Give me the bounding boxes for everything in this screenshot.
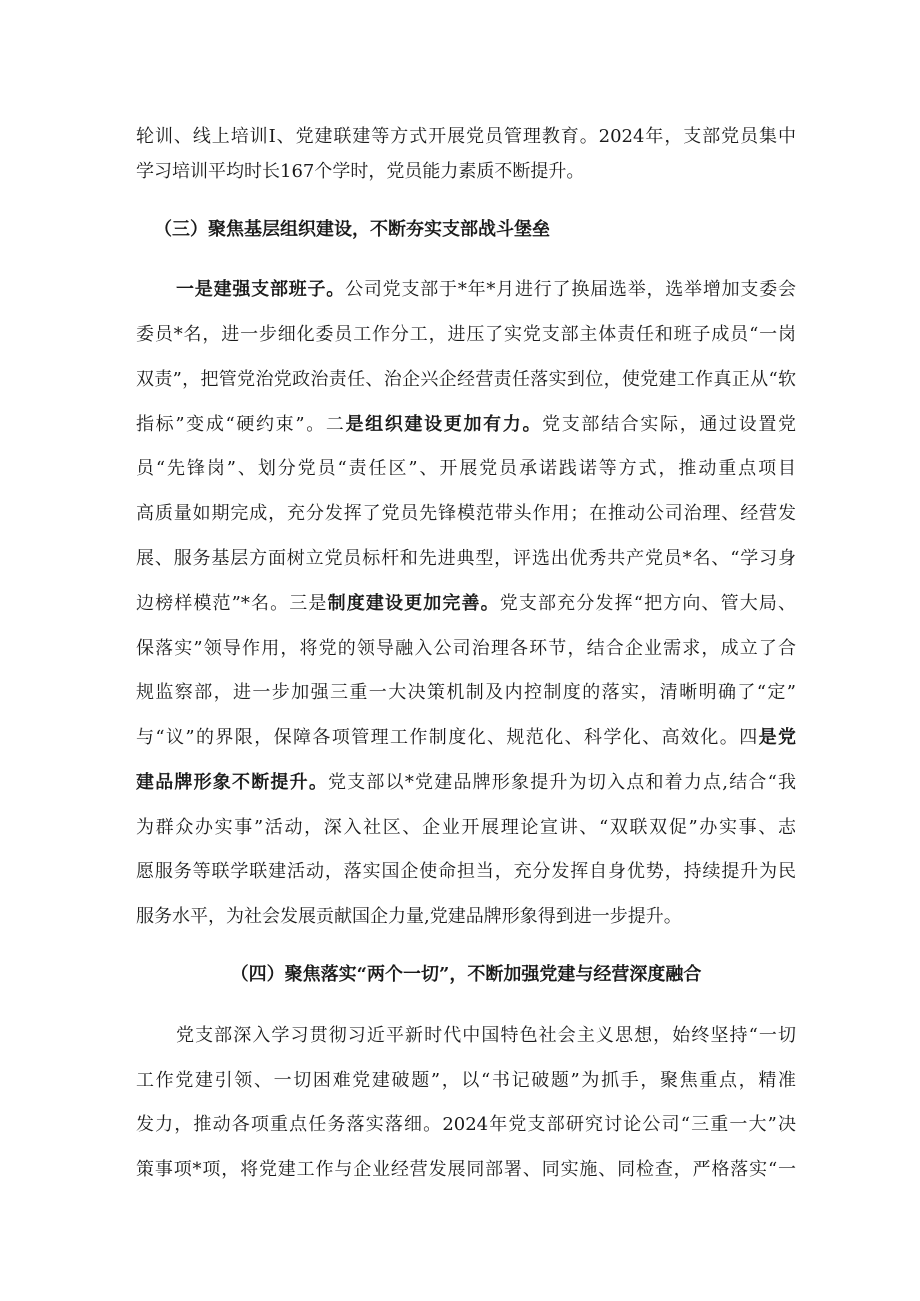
text-span: 公司党支部于*年*月进行了换届选举，选举增加支委会: [345, 279, 797, 300]
paragraph-line: 策事项*项，将党建工作与企业经营发展同部署、同实施、同检查，严格落实“一: [136, 1159, 796, 1180]
paragraph-line: 为群众办实事”活动，深入社区、企业开展理论宣讲、“双联双促”办实事、志: [136, 817, 796, 838]
section-heading-4: （四）聚焦落实“两个一切”，不断加强党建与经营深度融合: [230, 964, 702, 985]
bold-phrase: 是组织建设更加有力。: [345, 414, 543, 435]
paragraph-line: 员“先锋岗”、划分党员“责任区”、开展党员承诺践诺等方式，推动重点项目: [136, 458, 796, 479]
paragraph-line: 委员*名，进一步细化委员工作分工，进压了实党支部主体责任和班子成员“一岗: [136, 324, 796, 345]
paragraph-line: 党支部深入学习贯彻习近平新时代中国特色社会主义思想，始终坚持“一切: [176, 1025, 796, 1046]
paragraph-line: [136, 592, 796, 616]
paragraph-line: 展、服务基层方面树立党员标杆和先进典型，评选出优秀共产党员*名、“学习身: [136, 548, 796, 569]
paragraph-line: 发力，推动各项重点任务落实落细。2024年党支部研究讨论公司“三重一大”决: [136, 1114, 796, 1135]
paragraph-line: 保落实”领导作用，将党的领导融入公司治理各环节，结合企业需求，成立了合: [136, 638, 796, 659]
paragraph-line: [136, 771, 796, 795]
text-span: 党支部结合实际，通过设置党: [542, 414, 797, 435]
text-span: 与“议”的界限，保障各项管理工作制度化、规范化、科学化、高效化。四: [136, 727, 759, 748]
paragraph-line: 高质量如期完成，充分发挥了党员先锋模范带头作用；在推动公司治理、经营发: [136, 503, 796, 524]
text-span: 指标”变成“硬约束”。二: [136, 414, 346, 435]
paragraph-line: 规监察部，进一步加强三重一大决策机制及内控制度的落实，清晰明确了“定”: [136, 682, 796, 703]
bold-phrase: 是党: [758, 727, 797, 748]
text-span: 党支部充分发挥“把方向、管大局、: [499, 593, 797, 614]
paragraph-line: 工作党建引领、一切困难党建破题”，以“书记破题”为抓手，聚焦重点，精准: [136, 1070, 796, 1091]
bold-phrase: 制度建设更加完善。: [327, 593, 500, 614]
paragraph-line: [136, 726, 796, 750]
bold-phrase: 一是建强支部班子。: [176, 279, 346, 300]
section-heading-3: （三）聚焦基层组织建设，不断夯实支部战斗堡垒: [154, 219, 550, 240]
paragraph-line: [136, 413, 796, 437]
paragraph-line: [176, 278, 796, 302]
paragraph-line: 学习培训平均时长167个学时，党员能力素质不断提升。: [136, 161, 585, 182]
bold-phrase: 建品牌形象不断提升。: [136, 772, 329, 793]
text-span: 边榜样模范”*名。三是: [136, 593, 328, 614]
paragraph-line: 轮训、线上培训Ⅰ、党建联建等方式开展党员管理教育。2024年，支部党员集中: [136, 126, 796, 147]
paragraph-line: 双责”，把管党治党政治责任、治企兴企经营责任落实到位，使党建工作真正从“软: [136, 369, 796, 390]
paragraph-line: 服务水平，为社会发展贡献国企力量,党建品牌形象得到进一步提升。: [136, 906, 682, 927]
text-span: 党支部以*党建品牌形象提升为切入点和着力点,结合“我: [328, 772, 797, 793]
paragraph-line: 愿服务等联学联建活动，落实国企使命担当，充分发挥自身优势，持续提升为民: [136, 861, 796, 882]
